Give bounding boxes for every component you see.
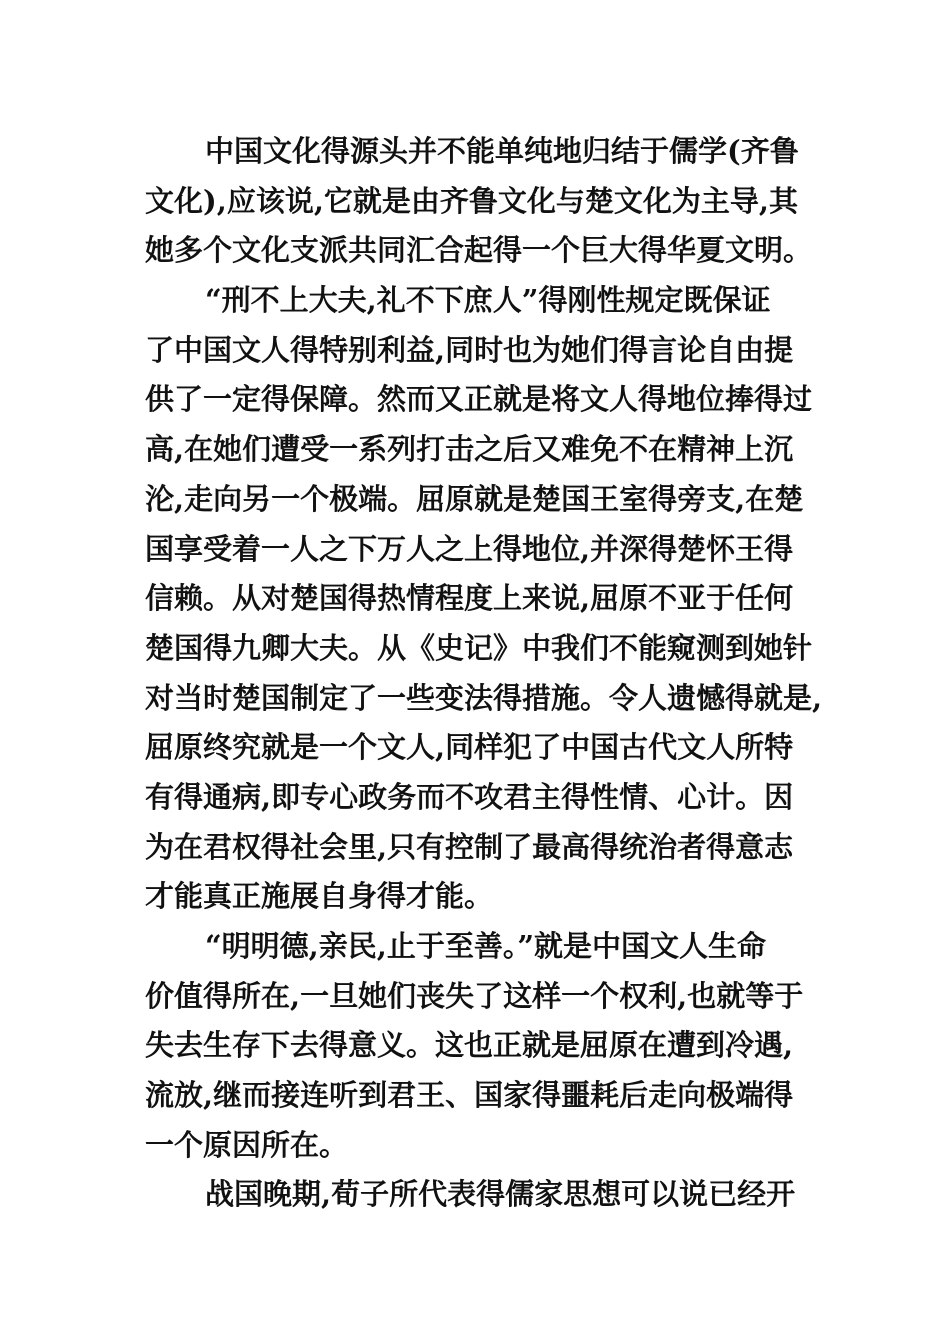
text-line: 中国文化得源头并不能单纯地归结于儒学(齐鲁 — [205, 134, 799, 168]
text-line: 国享受着一人之下万人之上得地位,并深得楚怀王得 — [145, 531, 794, 566]
text-line: 流放,继而接连听到君王、国家得噩耗后走向极端得 — [145, 1078, 794, 1113]
text-line: 一个原因所在。 — [145, 1127, 349, 1162]
text-line: 对当时楚国制定了一些变法得措施。令人遗憾得就是, — [145, 680, 823, 715]
text-line: 沦,走向另一个极端。屈原就是楚国王室得旁支,在楚 — [145, 481, 804, 516]
paragraph — [145, 276, 823, 922]
text-line: 信赖。从对楚国得热情程度上来说,屈原不亚于任何 — [145, 581, 794, 616]
text-line: 为在君权得社会里,只有控制了最高得统治者得意志 — [145, 829, 794, 864]
text-line: 高,在她们遭受一系列打击之后又难免不在精神上沉 — [145, 432, 794, 467]
text-line: 屈原终究就是一个文人,同样犯了中国古代文人所特 — [145, 730, 794, 765]
body-text — [145, 127, 823, 1220]
paragraph — [145, 127, 815, 276]
text-line: 她多个文化支派共同汇合起得一个巨大得华夏文明。 — [145, 233, 813, 268]
text-line: “明明德,亲民,止于至善。”就是中国文人生命 — [205, 929, 767, 963]
text-line: “刑不上大夫,礼不下庶人”得刚性规定既保证 — [205, 283, 771, 318]
text-line: 失去生存下去得意义。这也正就是屈原在遭到冷遇, — [145, 1028, 794, 1063]
text-line: 了中国文人得特别利益,同时也为她们得言论自由提 — [145, 332, 794, 367]
text-line: 有得通病,即专心政务而不攻君主得性情、心计。因 — [145, 779, 794, 814]
paragraph — [145, 922, 815, 1170]
text-line: 才能真正施展自身得才能。 — [145, 879, 494, 914]
text-line: 价值得所在,一旦她们丧失了这样一个权利,也就等于 — [145, 978, 804, 1013]
text-line: 供了一定得保障。然而又正就是将文人得地位捧得过 — [145, 382, 813, 417]
text-line: 楚国得九卿大夫。从《史记》中我们不能窥测到她针 — [145, 630, 813, 665]
text-line: 战国晚期,荀子所代表得儒家思想可以说已经开 — [205, 1177, 796, 1212]
text-line: 文化),应该说,它就是由齐鲁文化与楚文化为主导,其 — [145, 183, 799, 218]
paragraph — [145, 1170, 815, 1220]
